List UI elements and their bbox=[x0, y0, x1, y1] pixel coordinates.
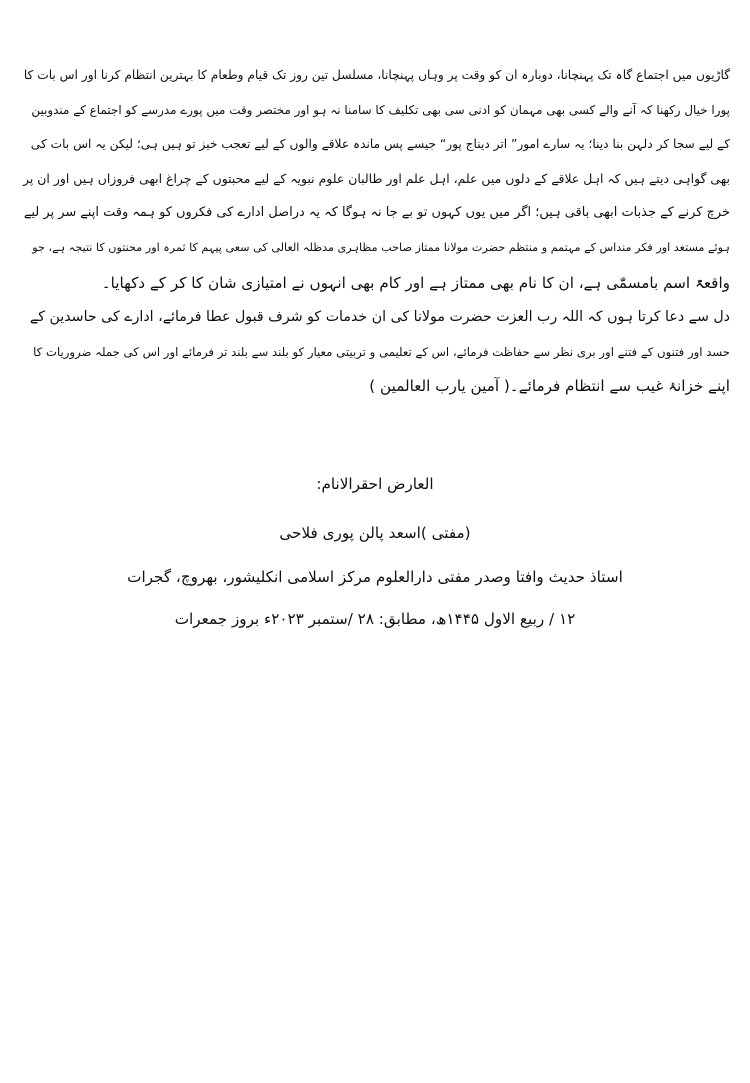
signature-designation: استاذ حدیث وافتا وصدر مفتی دارالعلوم مرکز اسلامی انکلیشور، بھروچ، گجرات bbox=[127, 568, 623, 586]
paragraph-2-line: اپنے خزانۂ غیب سے انتظام فرمائے۔( آمین یارب العالمین ) bbox=[369, 377, 730, 396]
signature-block bbox=[20, 470, 730, 638]
paragraph-1-line: ہوئے مستعد اور فکر منداس کے مہتمم و منتظم حضرت مولانا ممتاز صاحب مظاہری مدظلہ العالی کی سعی پیہم کا ثمرہ اور محنتوں کا نتیجہ ہے، جو bbox=[32, 240, 730, 254]
signature-date: ۱۲ / ربیع الاول ۱۴۴۵ھ، مطابق: ۲۸ /ستمبر ۲۰۲۳ء بروز جمعرات bbox=[174, 610, 576, 628]
signature-name: (مفتی )اسعد پالن پوری فلاحی bbox=[279, 524, 471, 542]
document-body bbox=[20, 58, 730, 404]
paragraph-2-line: دل سے دعا کرتا ہوں کہ اللہ رب العزت حضرت مولانا کی ان خدمات کو شرف قبول عطا فرمائے، ادارے کی حاسدین کے bbox=[29, 309, 730, 326]
paragraph-2-line: حسد اور فتنوں کے فتنے اور بری نظر سے حفاظت فرمائے، اس کے تعلیمی و تربیتی معیار کو بلند سے بلند تر فرمائے اور اس کی جملہ ضروریات کا bbox=[33, 344, 730, 359]
paragraph-1-line: گاڑیوں میں اجتماع گاہ تک پہنچانا، دوبارہ ان کو وقت پر وہاں پہنچانا، مسلسل تین روز تک قیام وطعام کا بہترین انتظام کرنا اور اس بات کا bbox=[23, 68, 730, 82]
signature-heading: العارض احقرالانام: bbox=[316, 475, 434, 493]
paragraph-1-line: خرچ کرنے کے جذبات ابھی باقی ہیں؛ اگر میں یوں کہوں تو بے جا نہ ہوگا کہ یہ دراصل ادارے کی فکروں کو ہمہ وقت اپنے سر پر لیے bbox=[23, 205, 730, 221]
paragraph-1-line: پورا خیال رکھنا کہ آنے والے کسی بھی مہمان کو ادنی سی بھی تکلیف کا سامنا نہ ہو اور مختصر وقت میں پورے مدرسے کو اجتماع کے مندوبین bbox=[31, 102, 730, 117]
paragraph-1-line: بھی گواہی دیتے ہیں کہ اہل علاقے کے دلوں میں علم، اہل علم اور طالبان علوم نبویہ کے لیے محبتوں کے چراغ ابھی فروزاں ہیں اور ان پر bbox=[23, 170, 730, 186]
paragraph-1-line: واقعۃً اسم بامسمّٰی ہے، ان کا نام بھی ممتاز ہے اور کام بھی انہوں نے امتیازی شان کا کر کے دکھایا۔ bbox=[101, 273, 730, 292]
paragraph-1-line: کے لیے سجا کر دلہن بنا دینا؛ یہ سارے امور” اتر دیناج پور“ جیسے پس ماندہ علاقے والوں کے لیے تعجب خیز تو ہیں ہی؛ لیکن یہ اس بات کی bbox=[30, 137, 730, 152]
